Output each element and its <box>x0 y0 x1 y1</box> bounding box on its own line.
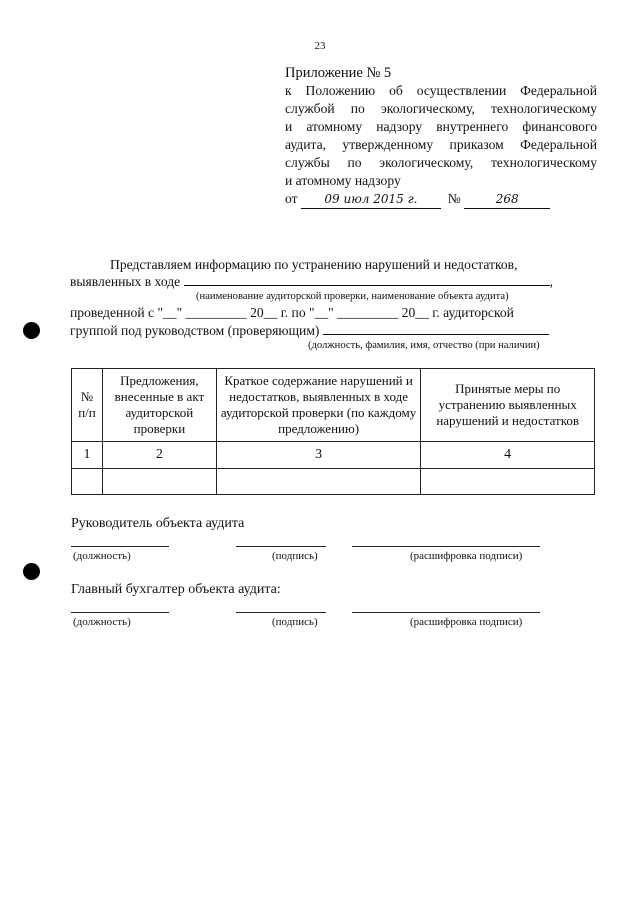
table-row <box>72 469 595 495</box>
appendix-line-4: аудита, утвержденному приказом Федеральной <box>285 137 597 152</box>
appendix-line-1: к Положению об осуществлении Федеральной <box>285 83 597 98</box>
intro-line-2-label: выявленных в ходе <box>70 274 181 289</box>
order-number-label: № <box>447 191 461 206</box>
intro-line-4 <box>70 322 549 340</box>
accountant-decoding-line <box>352 612 540 613</box>
table-cell <box>421 469 595 495</box>
order-date-handwritten: 09 июл 2015 г. <box>301 190 441 209</box>
punch-hole-upper <box>23 322 40 339</box>
appendix-line-6: и атомному надзору <box>285 173 401 188</box>
audit-name-caption: (наименование аудиторской проверки, наименование объекта аудита) <box>196 291 509 302</box>
accountant-position-line <box>71 612 169 613</box>
column-number-1: 1 <box>72 442 103 469</box>
column-number-4: 4 <box>421 442 595 469</box>
appendix-title: Приложение № 5 <box>285 65 392 81</box>
header-violations: Краткое содержание нарушений и недостатков, выявленных в ходе аудиторской проверки (по каждому предложению) <box>216 369 421 442</box>
intro-line-2 <box>70 273 553 291</box>
table-cell <box>216 469 421 495</box>
supervisor-field <box>323 322 549 335</box>
order-number-handwritten: 268 <box>464 190 550 209</box>
order-from-label: от <box>285 191 298 206</box>
appendix-line-3: и атомному надзору внутреннего финансового <box>285 119 597 134</box>
accountant-signature-caption: (подпись) <box>272 616 318 628</box>
appendix-line-5: службы по экологическому, технологическому <box>285 155 597 170</box>
order-line <box>285 190 597 209</box>
table-number-row <box>72 442 595 469</box>
header-proposals: Предложения, внесенные в акт аудиторской проверки <box>102 369 216 442</box>
intro-line-3: проведенной с "__" _________ 20__ г. по "__" _________ 20__ г. аудиторской <box>70 305 514 320</box>
accountant-decoding-caption: (расшифровка подписи) <box>410 616 523 628</box>
accountant-position-caption: (должность) <box>73 616 131 628</box>
header-number: № п/п <box>72 369 103 442</box>
table-header-row <box>72 369 595 442</box>
accountant-signature-title: Главный бухгалтер объекта аудита: <box>71 582 281 597</box>
punch-hole-lower <box>23 563 40 580</box>
head-decoding-line <box>352 546 540 547</box>
column-number-3: 3 <box>216 442 421 469</box>
intro-line-1: Представляем информацию по устранению нарушений и недостатков, <box>110 257 518 272</box>
violations-table <box>71 368 595 495</box>
header-measures: Принятые меры по устранению выявленных нарушений и недостатков <box>421 369 595 442</box>
appendix-line-2: службой по экологическому, технологическому <box>285 101 597 116</box>
head-position-caption: (должность) <box>73 550 131 562</box>
intro-line-4-label: группой под руководством (проверяющим) <box>70 323 320 338</box>
supervisor-caption: (должность, фамилия, имя, отчество (при наличии) <box>308 340 540 351</box>
head-decoding-caption: (расшифровка подписи) <box>410 550 523 562</box>
page-number: 23 <box>314 40 326 52</box>
head-signature-line <box>236 546 326 547</box>
audit-name-field <box>184 273 550 286</box>
head-signature-caption: (подпись) <box>272 550 318 562</box>
table-cell <box>72 469 103 495</box>
head-position-line <box>71 546 169 547</box>
head-signature-title: Руководитель объекта аудита <box>71 516 245 531</box>
column-number-2: 2 <box>102 442 216 469</box>
table-cell <box>102 469 216 495</box>
accountant-signature-line <box>236 612 326 613</box>
intro-line-2-comma: , <box>549 274 554 289</box>
appendix-header <box>285 64 597 209</box>
